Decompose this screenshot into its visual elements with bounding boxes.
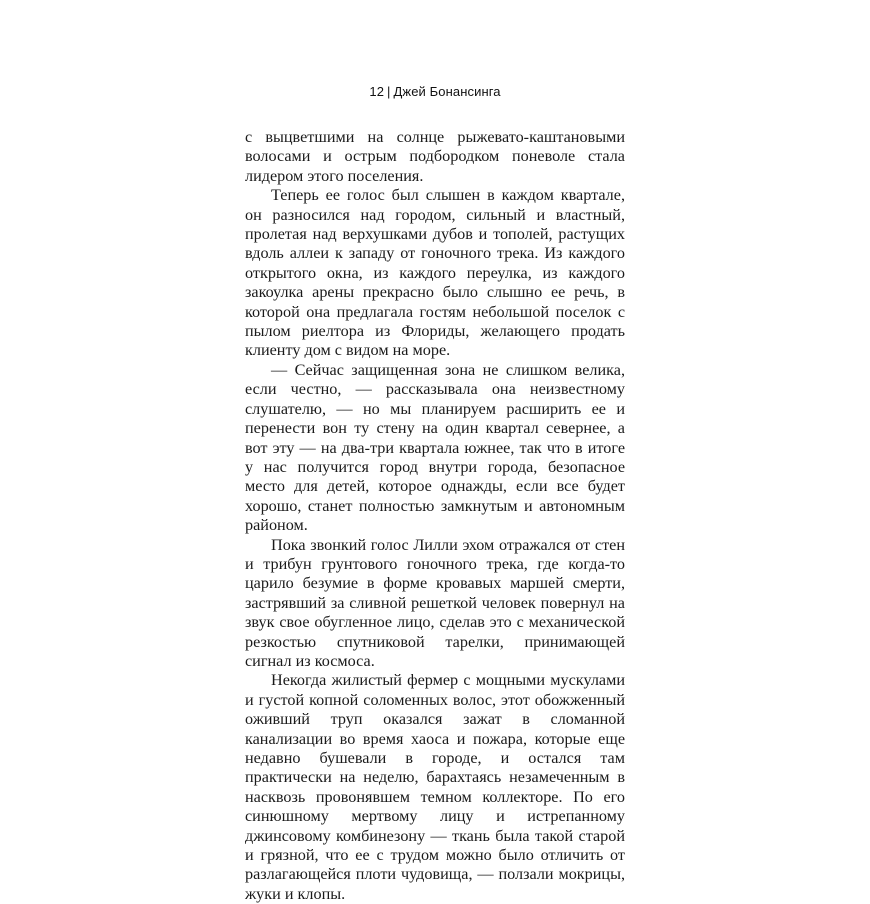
header-separator: | <box>387 84 391 99</box>
running-head <box>0 84 870 99</box>
author-name: Джей Бонансинга <box>393 84 501 99</box>
paragraph: с выцветшими на солнце рыжевато-каштановыми волосами и острым подбородком поневоле стала лидером этого поселения. <box>245 128 625 185</box>
body-text <box>245 128 625 904</box>
paragraph: Пока звонкий голос Лилли эхом отражался от стен и трибун грунтового гоночного трека, где когда-то царило безумие в форме кровавых маршей смерти, застрявший за сливной решеткой человек повернул на звук свое обугленное лицо, сделав это с механической резкостью спутниковой тарелки, принимающей сигнал из космоса. <box>245 535 625 670</box>
paragraph: — Сейчас защищенная зона не слишком велика, если честно, — рассказывала она неизвестному слушателю, — но мы планируем расширить ее и перенести вон ту стену на один квартал севернее, а вот эту — на два-три квартала южнее, так что в итоге у нас получится город внутри города, безопасное место для детей, которое однажды, если все будет хорошо, станет полностью замкнутым и автономным районом. <box>245 360 625 535</box>
page-number: 12 <box>369 84 385 99</box>
paragraph: Теперь ее голос был слышен в каждом квартале, он разносился над городом, сильный и властный, пролетая над верхушками дубов и тополей, растущих вдоль аллеи к западу от гоночного трека. Из каждого открытого окна, из каждого переулка, из каждого закоулка арены прекрасно было слышно ее речь, в которой она предлагала гостям небольшой поселок с пылом риелтора из Флориды, желающего продать клиенту дом с видом на море. <box>245 186 625 360</box>
paragraph: Некогда жилистый фермер с мощными мускулами и густой копной соломенных волос, этот обожженный оживший труп оказался зажат в сломанной канализации во время хаоса и пожара, которые еще недавно бушевали в городе, и остался там практически на неделю, барахтаясь незамеченным в насквозь провонявшем темном коллекторе. По его синюшному мертвому лицу и истрепанному джинсовому комбинезону — ткань была такой старой и грязной, что ее с трудом можно было отличить от разлагающейся плоти чудовища, — ползали мокрицы, жуки и клопы. <box>245 671 625 903</box>
